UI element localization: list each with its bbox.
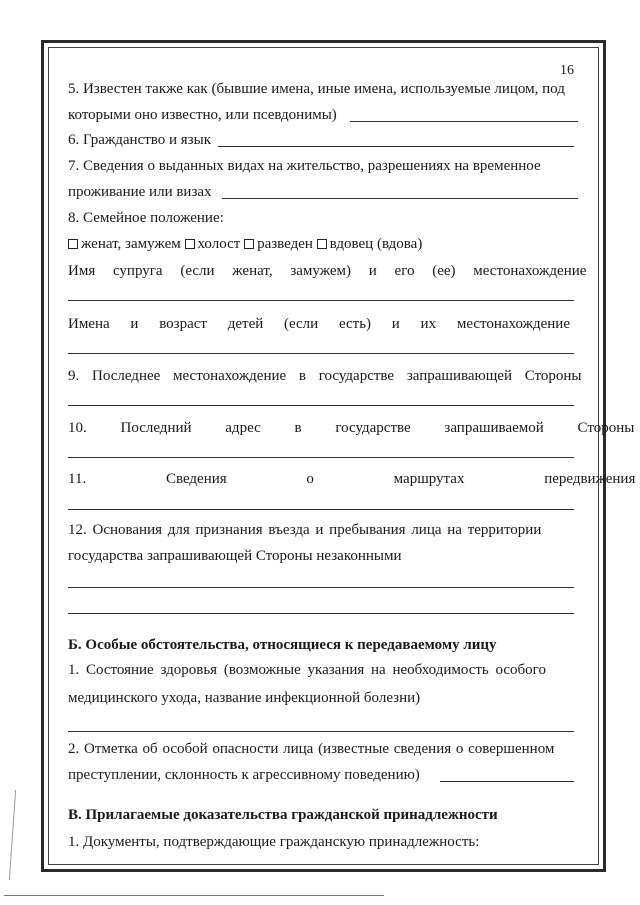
scan-mark bbox=[9, 790, 16, 880]
section-b-1-line-1: 1. Состояние здоровья (возможные указания на необходимость особого bbox=[68, 662, 546, 678]
item-12-line-1: 12. Основания для признания въезда и пребывания лица на территории bbox=[68, 522, 542, 538]
item-12-fill-line-1[interactable] bbox=[68, 587, 574, 588]
section-b-2-fill-line[interactable] bbox=[440, 781, 574, 782]
checkbox-single-icon[interactable] bbox=[185, 239, 195, 249]
item-11-label: 11. Сведения о маршрутах передвижения bbox=[68, 471, 636, 487]
item-8-label: 8. Семейное положение: bbox=[68, 210, 224, 226]
item-12-fill-line-2[interactable] bbox=[68, 613, 574, 614]
item-5-line-1: 5. Известен также как (бывшие имена, иные имена, используемые лицом, под bbox=[68, 81, 565, 97]
section-v-1-label: 1. Документы, подтверждающие гражданскую принадлежность: bbox=[68, 834, 480, 850]
item-6-fill-line[interactable] bbox=[218, 146, 574, 147]
scan-edge bbox=[4, 895, 384, 896]
section-b-1-fill-line[interactable] bbox=[68, 731, 574, 732]
children-fill-line[interactable] bbox=[68, 353, 574, 354]
item-5-line-2: которыми оно известно, или псевдонимы) bbox=[68, 107, 337, 123]
option-single: холост bbox=[197, 236, 241, 252]
item-10-fill-line[interactable] bbox=[68, 457, 574, 458]
checkbox-married-icon[interactable] bbox=[68, 239, 78, 249]
item-9-fill-line[interactable] bbox=[68, 405, 574, 406]
spouse-label: Имя супруга (если женат, замужем) и его (ее) местонахождение bbox=[68, 263, 587, 279]
section-b-2-line-2: преступлении, склонность к агрессивному поведению) bbox=[68, 767, 420, 783]
item-9-label: 9. Последнее местонахождение в государстве запрашивающей Стороны bbox=[68, 368, 582, 384]
checkbox-widowed-icon[interactable] bbox=[317, 239, 327, 249]
item-7-fill-line[interactable] bbox=[222, 198, 578, 199]
item-10-label: 10. Последний адрес в государстве запрашиваемой Стороны bbox=[68, 420, 635, 436]
item-6-label: 6. Гражданство и язык bbox=[68, 132, 211, 148]
checkbox-divorced-icon[interactable] bbox=[244, 239, 254, 249]
section-b-heading: Б. Особые обстоятельства, относящиеся к передаваемому лицу bbox=[68, 637, 497, 653]
option-divorced: разведен bbox=[257, 236, 313, 252]
page-number: 16 bbox=[560, 63, 574, 78]
option-married: женат, замужем bbox=[81, 236, 181, 252]
item-5-fill-line[interactable] bbox=[350, 121, 578, 122]
section-b-1-line-2: медицинского ухода, название инфекционной болезни) bbox=[68, 690, 421, 706]
item-12-line-2: государства запрашивающей Стороны незаконными bbox=[68, 548, 402, 564]
spouse-fill-line[interactable] bbox=[68, 300, 574, 301]
section-v-heading: В. Прилагаемые доказательства гражданской принадлежности bbox=[68, 807, 498, 823]
item-11-fill-line[interactable] bbox=[68, 509, 574, 510]
option-widowed: вдовец (вдова) bbox=[329, 236, 423, 252]
item-7-line-2: проживание или визах bbox=[68, 184, 212, 200]
section-b-2-line-1: 2. Отметка об особой опасности лица (известные сведения о совершенном bbox=[68, 741, 555, 757]
marital-options bbox=[68, 235, 422, 253]
item-7-line-1 bbox=[68, 157, 580, 175]
children-label: Имена и возраст детей (если есть) и их местонахождение bbox=[68, 316, 570, 332]
item-7-line-1-text: 7. Сведения о выданных видах на жительство, разрешениях на временное bbox=[68, 158, 541, 174]
